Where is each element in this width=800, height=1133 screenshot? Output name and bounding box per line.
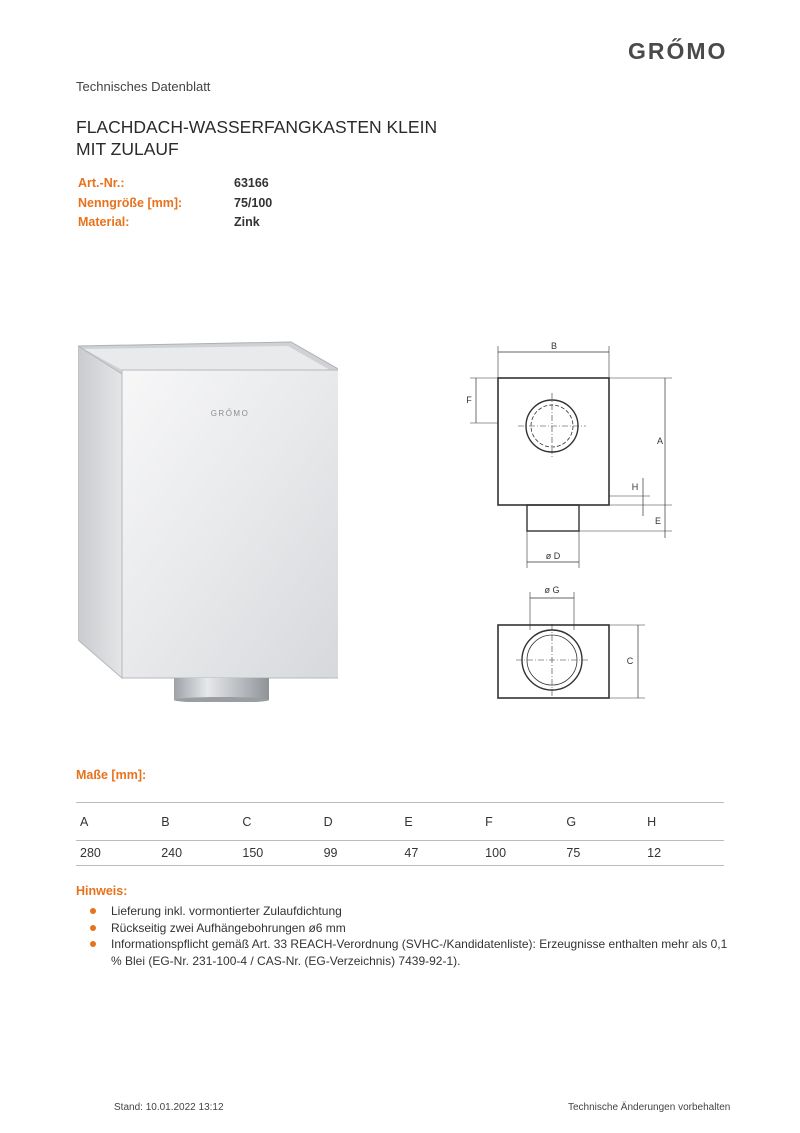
property-nominal-size — [78, 196, 272, 216]
product-logo: GRŐMO — [210, 409, 250, 418]
table-cell: 75 — [562, 841, 643, 866]
label-h: H — [631, 482, 639, 492]
table-header-cell: F — [481, 803, 562, 841]
table-cell: 100 — [481, 841, 562, 866]
table-header-cell: D — [320, 803, 401, 841]
property-label: Art.-Nr.: — [78, 176, 125, 190]
notes-list — [88, 903, 728, 969]
table-header-cell: C — [238, 803, 319, 841]
property-label: Material: — [78, 215, 130, 229]
property-label: Nenngröße [mm]: — [78, 195, 183, 210]
dimensions-title: Maße [mm]: — [76, 768, 147, 782]
drawing-box-front — [498, 378, 609, 505]
product-photo — [78, 340, 338, 702]
label-f: F — [466, 395, 472, 405]
table-cell: 240 — [157, 841, 238, 866]
property-value: 63166 — [234, 176, 269, 190]
label-d: ø D — [545, 551, 561, 561]
notes-title: Hinweis: — [76, 884, 128, 898]
drawing-box-top — [498, 625, 609, 698]
property-value: 75/100 — [234, 195, 273, 210]
footer-date: Stand: 10.01.2022 13:12 — [114, 1102, 224, 1113]
label-c: C — [626, 656, 634, 666]
table-cell: 150 — [238, 841, 319, 866]
table-header-cell: E — [400, 803, 481, 841]
product-title-line-1: FLACHDACH-WASSERFANGKASTEN KLEIN — [76, 117, 438, 137]
property-article-number — [78, 176, 272, 196]
product-title — [76, 116, 437, 160]
label-a: A — [656, 436, 664, 446]
list-item: Informationspflicht gemäß Art. 33 REACH-Verordnung (SVHC-/Kandidatenliste): Erzeugnisse enthalten mehr als 0,1 % Blei (EG-Nr. 231-100-4 / CAS-Nr. (EG-Verzeichnis) 7439-92-1). — [88, 936, 728, 969]
document-type: Technisches Datenblatt — [76, 79, 211, 94]
table-cell: 280 — [76, 841, 157, 866]
outlet-pipe — [174, 678, 269, 700]
table-header-cell: G — [562, 803, 643, 841]
product-title-line-2: MIT ZULAUF — [76, 139, 179, 159]
table-cell: 12 — [643, 841, 724, 866]
footer-disclaimer: Technische Änderungen vorbehalten — [568, 1102, 731, 1113]
table-header-cell: A — [76, 803, 157, 841]
property-material — [78, 215, 272, 235]
brand-logo: GRŐMO — [628, 38, 728, 64]
label-e: E — [654, 516, 662, 526]
table-cell: 99 — [320, 841, 401, 866]
box-side — [78, 346, 122, 678]
dimensions-value-row — [76, 841, 724, 866]
dimensions-table — [76, 802, 724, 866]
table-cell: 47 — [400, 841, 481, 866]
list-item: Rückseitig zwei Aufhängebohrungen ø6 mm — [88, 920, 728, 937]
properties-list — [78, 176, 272, 235]
property-value: Zink — [234, 215, 260, 229]
label-b: B — [550, 341, 558, 351]
technical-drawing — [460, 338, 680, 710]
table-header-cell: H — [643, 803, 724, 841]
table-header-cell: B — [157, 803, 238, 841]
drawing-outlet — [527, 505, 579, 531]
dimensions-header-row — [76, 803, 724, 841]
label-g: ø G — [544, 585, 560, 595]
list-item: Lieferung inkl. vormontierter Zulaufdichtung — [88, 903, 728, 920]
box-inner-wall — [84, 346, 330, 371]
